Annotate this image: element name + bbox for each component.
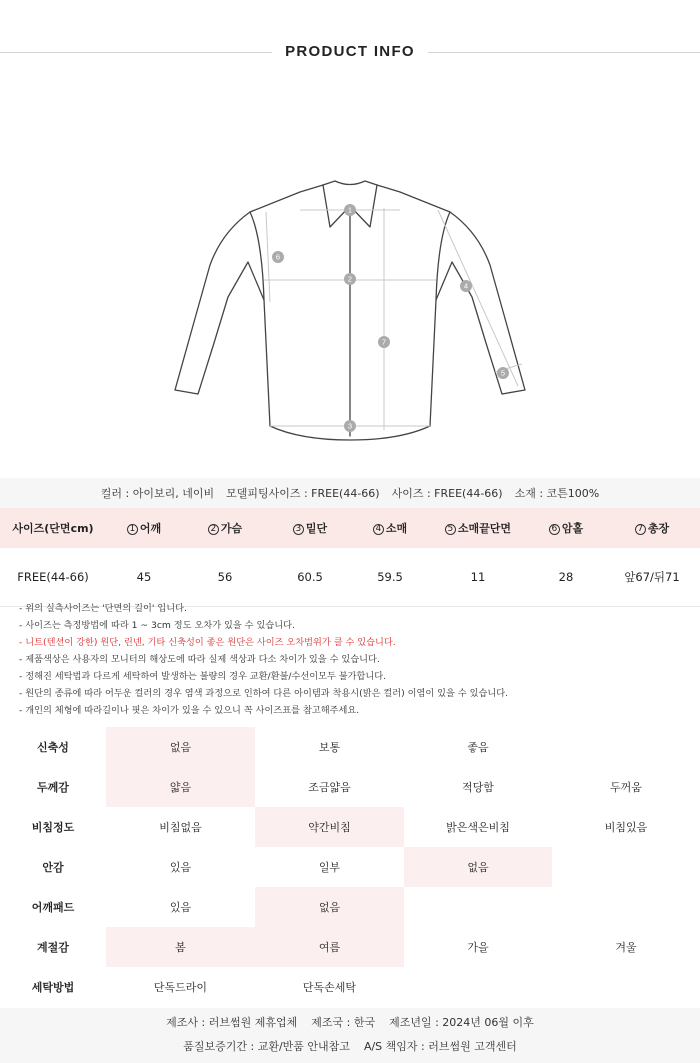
attribute-table [0, 727, 700, 1007]
attribute-row [0, 887, 700, 927]
attribute-option: 두꺼움 [610, 781, 642, 794]
shirt-illustration [0, 170, 700, 450]
attribute-option: 단독손세탁 [302, 981, 357, 994]
note-line-warning: - 니트(텐션이 강한) 원단, 린넨, 기타 신축성이 좋은 원단은 사이즈 오차범위가 클 수 있습니다. [19, 637, 396, 648]
marker-7: 7 [381, 337, 387, 347]
attribute-row [0, 967, 700, 1007]
size-info: 사이즈 : FREE(44-66) [391, 487, 503, 500]
attribute-option: 있음 [169, 901, 192, 914]
attribute-option: 없음 [255, 887, 404, 927]
size-table [0, 508, 700, 607]
col-header-cuff: 5 소매끝단면 [428, 508, 528, 548]
value-cell: 56 [182, 548, 268, 606]
attribute-option: 단독드라이 [153, 981, 208, 994]
footer-row [0, 1011, 700, 1035]
size-notes [19, 600, 679, 719]
attribute-label: 계절감 [37, 941, 69, 954]
col-header-armhole: 6 암홀 [528, 508, 604, 548]
attribute-option [404, 967, 552, 1007]
value-cell: 45 [106, 548, 182, 606]
attribute-label: 세탁방법 [31, 981, 75, 994]
size-table-header [0, 508, 700, 548]
attribute-label: 신축성 [37, 741, 69, 754]
attribute-option: 봄 [106, 927, 255, 967]
warranty: 품질보증기간 : 교환/반품 안내참고 [183, 1040, 350, 1053]
attribute-option: 겨울 [615, 941, 637, 954]
note-line: - 원단의 종류에 따라 어두운 컬러의 경우 염색 과정으로 인하여 다른 아이템과 착용시(밝은 컬러) 이염이 있을 수 있습니다. [19, 688, 509, 699]
attribute-option: 없음 [106, 727, 255, 767]
attribute-row [0, 847, 700, 887]
note-line: - 개인의 체형에 따라길이나 핏은 차이가 있을 수 있으니 꼭 사이즈표를 참고해주세요. [19, 705, 360, 716]
attribute-option [404, 887, 552, 927]
footer-row [0, 1035, 700, 1059]
attribute-option: 여름 [255, 927, 404, 967]
product-summary [0, 478, 700, 508]
attribute-option: 좋음 [467, 741, 489, 754]
attribute-option: 일부 [318, 861, 341, 874]
attribute-option [552, 967, 700, 1007]
attribute-row [0, 927, 700, 967]
value-cell: 60.5 [268, 548, 352, 606]
header-divider-right [428, 52, 700, 53]
attribute-row [0, 767, 700, 807]
marker-1: 1 [347, 205, 353, 215]
size-col-header: 사이즈(단면cm) [0, 508, 106, 548]
attribute-label: 안감 [42, 861, 64, 874]
country: 제조국 : 한국 [311, 1016, 376, 1029]
marker-2: 2 [347, 274, 353, 284]
attribute-option: 얇음 [106, 767, 255, 807]
attribute-option: 비침있음 [604, 821, 648, 834]
as-contact: A/S 책임자 : 러브썸원 고객센터 [363, 1040, 517, 1053]
note-line: - 제품색상은 사용자의 모니터의 해상도에 따라 실제 색상과 다소 차이가 있을 수 있습니다. [19, 654, 380, 665]
attribute-option: 조금얇음 [308, 781, 351, 794]
note-line: - 사이즈는 측정방법에 따라 1 ~ 3cm 정도 오차가 있을 수 있습니다. [19, 620, 295, 631]
note-line: - 정해진 세탁법과 다르게 세탁하여 발생하는 불량의 경우 교환/환불/수선이모두 불가합니다. [19, 671, 387, 682]
col-header-length: 7 총장 [604, 508, 700, 548]
header-divider-left [0, 52, 272, 53]
attribute-option: 밝은색은비침 [446, 821, 510, 834]
attribute-label: 비침정도 [31, 821, 75, 834]
value-cell: 28 [528, 548, 604, 606]
attribute-row [0, 727, 700, 767]
product-footer [0, 1008, 700, 1063]
color-info: 컬러 : 아이보리, 네이비 [100, 487, 215, 500]
value-cell: 11 [428, 548, 528, 606]
note-line: - 위의 실측사이즈는 '단면의 길이' 입니다. [19, 603, 187, 614]
value-cell: 59.5 [352, 548, 428, 606]
col-header-sleeve: 4 소매 [352, 508, 428, 548]
marker-3: 3 [347, 421, 353, 431]
attribute-option: 없음 [404, 847, 552, 887]
col-header-shoulder: 1 어깨 [106, 508, 182, 548]
manufacture-date: 제조년일 : 2024년 06월 이후 [389, 1016, 534, 1029]
section-title: PRODUCT INFO [285, 43, 415, 60]
manufacturer: 제조사 : 러브썸원 제휴업체 [166, 1016, 298, 1029]
attribute-row [0, 807, 700, 847]
size-cell: FREE(44-66) [0, 548, 106, 606]
section-header [0, 38, 700, 68]
attribute-option: 비침없음 [159, 821, 202, 834]
attribute-option: 있음 [169, 861, 192, 874]
attribute-option: 보통 [318, 741, 341, 754]
marker-4: 4 [463, 281, 469, 291]
attribute-label: 어깨패드 [31, 901, 75, 914]
marker-6: 6 [275, 252, 281, 262]
attribute-label: 두께감 [37, 781, 69, 794]
attribute-option: 적당함 [462, 781, 494, 794]
model-size-info: 모델피팅사이즈 : FREE(44-66) [226, 487, 380, 500]
value-cell: 앞67/뒤71 [604, 548, 700, 606]
col-header-hem: 3 밑단 [268, 508, 352, 548]
table-row [0, 548, 700, 606]
attribute-option [552, 887, 700, 927]
attribute-option [552, 847, 700, 887]
attribute-option: 약간비침 [255, 807, 404, 847]
col-header-chest: 2 가슴 [182, 508, 268, 548]
attribute-option [552, 727, 700, 767]
attribute-option: 가을 [467, 941, 489, 954]
marker-5: 5 [500, 368, 506, 378]
material-info: 소재 : 코튼100% [514, 487, 600, 500]
